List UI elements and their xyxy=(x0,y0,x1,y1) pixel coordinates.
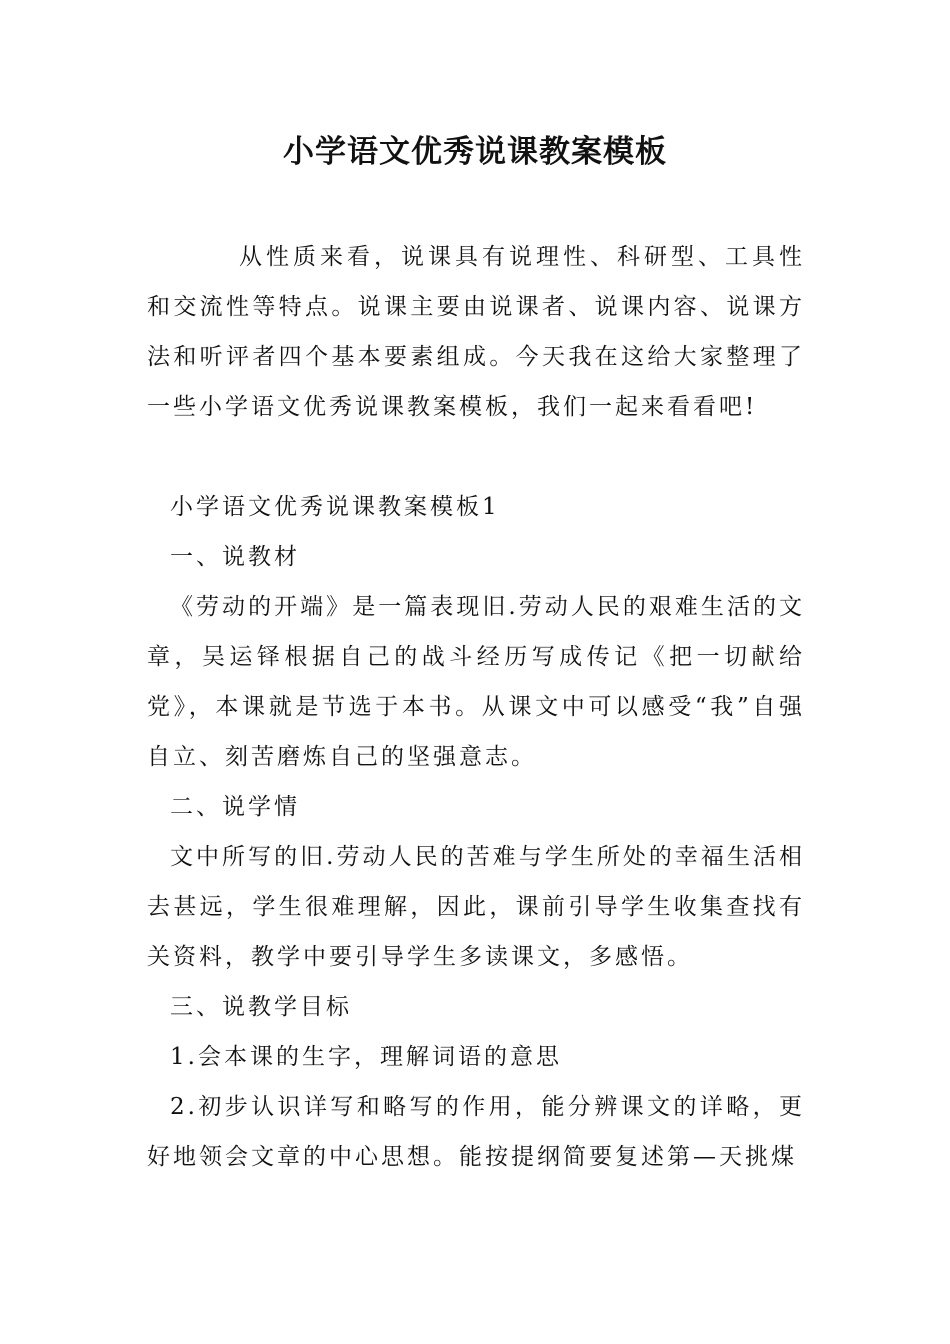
heading-textbook: 一、说教材 xyxy=(170,544,300,570)
paragraph-student-situation: 文中所写的旧.劳动人民的苦难与学生所处的幸福生活相去甚远，学生很难理解，因此，课前引导学生收集查找有关资料，教学中要引导学生多读课文，多感悟。 xyxy=(147,844,805,970)
heading-student-situation: 二、说学情 xyxy=(170,794,300,820)
intro-paragraph: 从性质来看，说课具有说理性、科研型、工具性和交流性等特点。说课主要由说课者、说课内容、说课方法和听评者四个基本要素组成。今天我在这给大家整理了一些小学语文优秀说课教案模板，我们一起来看看吧! xyxy=(147,244,805,420)
goal-item-1: 1.会本课的生字，理解词语的意思 xyxy=(170,1044,562,1070)
section-title: 小学语文优秀说课教案模板1 xyxy=(170,494,500,520)
document-body xyxy=(147,232,805,1182)
document-title: 小学语文优秀说课教案模板 xyxy=(283,134,667,170)
paragraph-textbook: 《劳动的开端》是一篇表现旧.劳动人民的艰难生活的文章，吴运铎根据自己的战斗经历写成传记《把一切献给党》，本课就是节选于本书。从课文中可以感受“我”自强自立、刻苦磨炼自己的坚强意志。 xyxy=(147,594,805,770)
heading-teaching-goals: 三、说教学目标 xyxy=(170,994,352,1020)
goal-item-2: 2.初步认识详写和略写的作用，能分辨课文的详略，更好地领会文章的中心思想。能按提纲简要复述第—天挑煤 xyxy=(147,1094,805,1170)
paragraph-spacer xyxy=(147,432,805,482)
